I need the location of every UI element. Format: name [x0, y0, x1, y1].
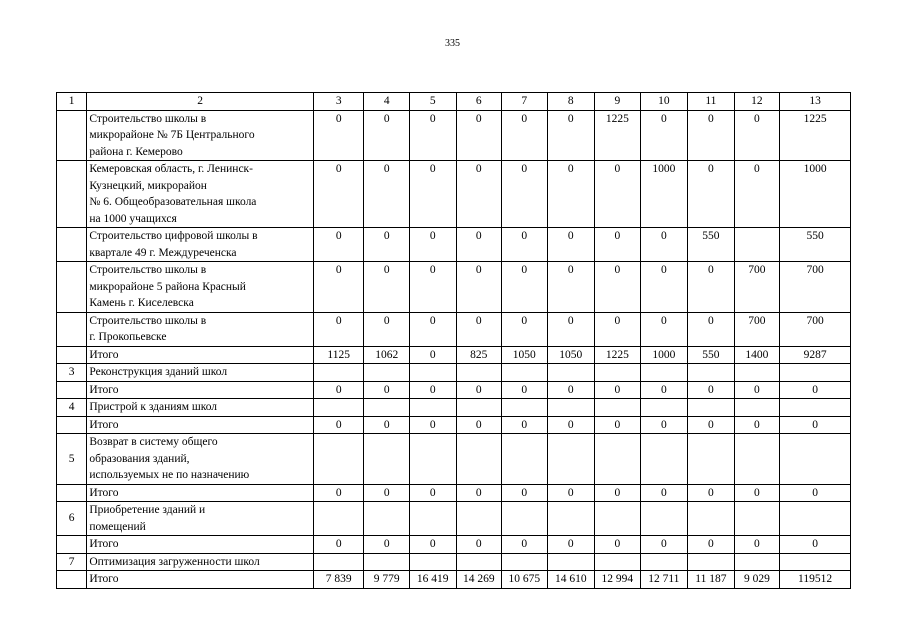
- value-cell: 0: [409, 381, 456, 399]
- value-cell: [364, 502, 410, 536]
- value-cell: 0: [364, 161, 410, 228]
- value-cell: 0: [364, 312, 410, 346]
- value-cell: 0: [688, 312, 735, 346]
- row-name: [87, 434, 314, 485]
- value-cell: 0: [780, 536, 851, 554]
- value-cell: 0: [547, 228, 595, 262]
- row-number: [57, 571, 87, 589]
- value-cell: 0: [313, 161, 364, 228]
- table-row: [57, 484, 851, 502]
- table-row: [57, 502, 851, 536]
- value-cell: [547, 502, 595, 536]
- row-name-line: Итого: [89, 383, 119, 396]
- value-cell: 0: [313, 381, 364, 399]
- row-number: [57, 346, 87, 364]
- value-cell: 0: [688, 381, 735, 399]
- row-name-line: Пристрой к зданиям школ: [89, 401, 218, 413]
- value-cell: 0: [409, 536, 456, 554]
- value-cell: 0: [502, 161, 548, 228]
- value-cell: 0: [456, 416, 502, 434]
- value-cell: 0: [595, 416, 641, 434]
- value-cell: 0: [640, 262, 688, 313]
- value-cell: 0: [502, 110, 548, 161]
- row-name: [87, 346, 314, 364]
- table-row: [57, 399, 851, 417]
- value-cell: 700: [734, 262, 780, 313]
- value-cell: [734, 228, 780, 262]
- row-name-line: Камень г. Киселевска: [89, 297, 194, 309]
- column-header: 5: [409, 93, 456, 111]
- value-cell: 0: [595, 262, 641, 313]
- value-cell: 11 187: [688, 571, 735, 589]
- value-cell: 10 675: [502, 571, 548, 589]
- value-cell: 0: [456, 312, 502, 346]
- column-header: 2: [87, 93, 314, 111]
- value-cell: 0: [313, 536, 364, 554]
- value-cell: 0: [640, 110, 688, 161]
- row-name-line: Итого: [89, 486, 119, 499]
- value-cell: [456, 434, 502, 485]
- row-name: [87, 262, 314, 313]
- value-cell: [547, 399, 595, 417]
- value-cell: 0: [547, 262, 595, 313]
- row-number: [57, 110, 87, 161]
- value-cell: [313, 434, 364, 485]
- row-name-line: Приобретение зданий и: [89, 504, 206, 516]
- value-cell: 0: [409, 416, 456, 434]
- row-name-line: Кемеровская область, г. Ленинск-: [89, 163, 253, 175]
- row-name: [87, 536, 314, 554]
- value-cell: [780, 553, 851, 571]
- row-name-line: Итого: [89, 418, 119, 431]
- row-number: [57, 161, 87, 228]
- value-cell: 0: [502, 312, 548, 346]
- table-row: [57, 312, 851, 346]
- value-cell: 0: [313, 312, 364, 346]
- row-number: [57, 312, 87, 346]
- value-cell: 0: [456, 262, 502, 313]
- value-cell: 1000: [780, 161, 851, 228]
- column-header: 7: [502, 93, 548, 111]
- row-name: [87, 110, 314, 161]
- value-cell: 825: [456, 346, 502, 364]
- value-cell: [640, 434, 688, 485]
- value-cell: 0: [547, 312, 595, 346]
- program-table: [56, 92, 851, 589]
- value-cell: [688, 553, 735, 571]
- row-number: [57, 228, 87, 262]
- table-row: [57, 434, 851, 485]
- value-cell: 0: [364, 536, 410, 554]
- value-cell: [313, 553, 364, 571]
- row-name: [87, 502, 314, 536]
- value-cell: 9287: [780, 346, 851, 364]
- column-header: 12: [734, 93, 780, 111]
- value-cell: 0: [409, 262, 456, 313]
- value-cell: [456, 364, 502, 382]
- value-cell: 1125: [313, 346, 364, 364]
- value-cell: [409, 364, 456, 382]
- row-name: [87, 381, 314, 399]
- value-cell: 0: [313, 416, 364, 434]
- row-number: 5: [57, 434, 87, 485]
- value-cell: 0: [547, 484, 595, 502]
- value-cell: 0: [595, 312, 641, 346]
- table-row: [57, 346, 851, 364]
- value-cell: [364, 364, 410, 382]
- value-cell: 1000: [640, 346, 688, 364]
- row-name-line: Итого: [89, 573, 119, 585]
- value-cell: [595, 364, 641, 382]
- value-cell: [780, 364, 851, 382]
- value-cell: [688, 399, 735, 417]
- row-name: [87, 161, 314, 228]
- value-cell: [780, 502, 851, 536]
- value-cell: 700: [780, 312, 851, 346]
- value-cell: 0: [364, 262, 410, 313]
- header-row: [57, 93, 851, 111]
- row-name: [87, 364, 314, 382]
- table-row: [57, 364, 851, 382]
- value-cell: [734, 364, 780, 382]
- value-cell: [502, 434, 548, 485]
- value-cell: [313, 399, 364, 417]
- value-cell: 0: [640, 312, 688, 346]
- value-cell: [547, 553, 595, 571]
- value-cell: 0: [734, 536, 780, 554]
- value-cell: [640, 399, 688, 417]
- value-cell: [780, 434, 851, 485]
- value-cell: 0: [364, 110, 410, 161]
- column-header: 8: [547, 93, 595, 111]
- value-cell: 0: [313, 110, 364, 161]
- value-cell: [688, 364, 735, 382]
- value-cell: [734, 399, 780, 417]
- value-cell: [688, 502, 735, 536]
- value-cell: 0: [502, 228, 548, 262]
- value-cell: 1400: [734, 346, 780, 364]
- row-number: [57, 381, 87, 399]
- row-number: 3: [57, 364, 87, 382]
- value-cell: 0: [688, 262, 735, 313]
- column-header: 9: [595, 93, 641, 111]
- value-cell: [595, 553, 641, 571]
- value-cell: 0: [688, 536, 735, 554]
- row-name-line: на 1000 учащихся: [89, 212, 177, 225]
- row-number: 6: [57, 502, 87, 536]
- column-header: 13: [780, 93, 851, 111]
- value-cell: 0: [456, 381, 502, 399]
- row-name-line: Строительство цифровой школы в: [89, 230, 258, 242]
- table-row: [57, 262, 851, 313]
- column-header: 10: [640, 93, 688, 111]
- row-name: [87, 553, 314, 571]
- value-cell: 0: [502, 536, 548, 554]
- row-name-line: квартале 49 г. Междуреченска: [89, 246, 237, 259]
- value-cell: 0: [688, 484, 735, 502]
- value-cell: 0: [456, 536, 502, 554]
- value-cell: 1225: [595, 110, 641, 161]
- value-cell: 0: [780, 416, 851, 434]
- value-cell: [456, 399, 502, 417]
- value-cell: 0: [595, 161, 641, 228]
- value-cell: 0: [409, 110, 456, 161]
- value-cell: [502, 364, 548, 382]
- table-row: [57, 161, 851, 228]
- value-cell: 12 711: [640, 571, 688, 589]
- value-cell: 7 839: [313, 571, 364, 589]
- row-number: 7: [57, 553, 87, 571]
- value-cell: [409, 553, 456, 571]
- value-cell: 550: [688, 346, 735, 364]
- row-number: [57, 536, 87, 554]
- row-name-line: района г. Кемерово: [89, 145, 183, 158]
- row-name-line: Итого: [89, 538, 119, 550]
- row-name: [87, 416, 314, 434]
- value-cell: 0: [502, 262, 548, 313]
- row-name-line: Оптимизация загруженности школ: [89, 555, 260, 568]
- value-cell: 119512: [780, 571, 851, 589]
- value-cell: 700: [734, 312, 780, 346]
- value-cell: 0: [734, 484, 780, 502]
- row-name-line: Кузнецкий, микрорайон: [89, 179, 207, 192]
- value-cell: 0: [456, 484, 502, 502]
- value-cell: 0: [456, 110, 502, 161]
- value-cell: 0: [364, 416, 410, 434]
- value-cell: [456, 553, 502, 571]
- value-cell: 0: [409, 228, 456, 262]
- value-cell: [734, 553, 780, 571]
- value-cell: 0: [456, 228, 502, 262]
- row-number: [57, 484, 87, 502]
- value-cell: 0: [502, 416, 548, 434]
- value-cell: [364, 553, 410, 571]
- value-cell: 0: [595, 228, 641, 262]
- row-name-line: Возврат в систему общего: [89, 436, 218, 448]
- value-cell: 9 029: [734, 571, 780, 589]
- value-cell: 0: [734, 381, 780, 399]
- value-cell: 0: [547, 161, 595, 228]
- value-cell: [409, 434, 456, 485]
- value-cell: 0: [409, 161, 456, 228]
- row-name-line: микрорайоне № 7Б Центрального: [89, 129, 255, 141]
- value-cell: 1050: [547, 346, 595, 364]
- row-name-line: Реконструкция зданий школ: [89, 366, 228, 378]
- row-number: 4: [57, 399, 87, 417]
- row-name: [87, 228, 314, 262]
- table-row: [57, 571, 851, 589]
- value-cell: 0: [313, 262, 364, 313]
- value-cell: 0: [409, 312, 456, 346]
- row-name-line: № 6. Общеобразовательная школа: [89, 196, 257, 208]
- value-cell: [409, 399, 456, 417]
- value-cell: 1000: [640, 161, 688, 228]
- value-cell: 0: [688, 110, 735, 161]
- value-cell: [595, 399, 641, 417]
- value-cell: 1225: [780, 110, 851, 161]
- value-cell: [502, 399, 548, 417]
- table-row: [57, 536, 851, 554]
- value-cell: 0: [640, 484, 688, 502]
- table-row: [57, 553, 851, 571]
- value-cell: 0: [547, 110, 595, 161]
- value-cell: 550: [688, 228, 735, 262]
- value-cell: 0: [780, 381, 851, 399]
- value-cell: 1225: [595, 346, 641, 364]
- value-cell: 12 994: [595, 571, 641, 589]
- value-cell: [313, 364, 364, 382]
- value-cell: 0: [456, 161, 502, 228]
- value-cell: 0: [502, 484, 548, 502]
- row-name: [87, 484, 314, 502]
- row-number: [57, 416, 87, 434]
- value-cell: [547, 434, 595, 485]
- value-cell: 1050: [502, 346, 548, 364]
- value-cell: 0: [595, 381, 641, 399]
- value-cell: [595, 434, 641, 485]
- value-cell: 0: [688, 161, 735, 228]
- table-row: [57, 381, 851, 399]
- value-cell: [688, 434, 735, 485]
- value-cell: [364, 399, 410, 417]
- table-row: [57, 110, 851, 161]
- row-name: [87, 312, 314, 346]
- row-name-line: г. Прокопьевске: [89, 331, 167, 343]
- value-cell: 0: [364, 484, 410, 502]
- value-cell: [409, 502, 456, 536]
- value-cell: [502, 553, 548, 571]
- value-cell: 0: [688, 416, 735, 434]
- row-name-line: образования зданий,: [89, 452, 190, 465]
- row-name-line: помещений: [89, 520, 146, 533]
- value-cell: [640, 553, 688, 571]
- value-cell: 0: [547, 536, 595, 554]
- value-cell: 0: [313, 228, 364, 262]
- value-cell: [456, 502, 502, 536]
- value-cell: 14 269: [456, 571, 502, 589]
- value-cell: [640, 364, 688, 382]
- row-name: [87, 399, 314, 417]
- value-cell: 0: [409, 346, 456, 364]
- value-cell: 0: [595, 536, 641, 554]
- page-number: 335: [445, 38, 460, 49]
- value-cell: 14 610: [547, 571, 595, 589]
- value-cell: [547, 364, 595, 382]
- value-cell: 0: [640, 416, 688, 434]
- row-name-line: Строительство школы в: [89, 314, 207, 327]
- value-cell: 700: [780, 262, 851, 313]
- value-cell: 0: [547, 381, 595, 399]
- value-cell: 9 779: [364, 571, 410, 589]
- value-cell: [364, 434, 410, 485]
- column-header: 4: [364, 93, 410, 111]
- table-row: [57, 416, 851, 434]
- value-cell: 0: [780, 484, 851, 502]
- value-cell: 16 419: [409, 571, 456, 589]
- column-header: 3: [313, 93, 364, 111]
- value-cell: 0: [734, 416, 780, 434]
- column-header: 6: [456, 93, 502, 111]
- value-cell: 550: [780, 228, 851, 262]
- table-body: [57, 93, 851, 589]
- value-cell: 0: [640, 536, 688, 554]
- row-name-line: Строительство школы в: [89, 112, 207, 125]
- row-name-line: Строительство школы в: [89, 264, 207, 276]
- value-cell: 0: [640, 228, 688, 262]
- value-cell: 0: [409, 484, 456, 502]
- value-cell: 0: [364, 381, 410, 399]
- row-name: [87, 571, 314, 589]
- row-name-line: используемых не по назначению: [89, 469, 250, 481]
- value-cell: 0: [595, 484, 641, 502]
- column-header: 11: [688, 93, 735, 111]
- value-cell: [640, 502, 688, 536]
- value-cell: 0: [734, 161, 780, 228]
- row-name-line: Итого: [89, 348, 119, 361]
- column-header: 1: [57, 93, 87, 111]
- value-cell: 0: [640, 381, 688, 399]
- row-name-line: микрорайоне 5 района Красный: [89, 280, 246, 293]
- value-cell: [595, 502, 641, 536]
- row-number: [57, 262, 87, 313]
- value-cell: [780, 399, 851, 417]
- table-row: [57, 228, 851, 262]
- value-cell: [734, 502, 780, 536]
- value-cell: 0: [547, 416, 595, 434]
- value-cell: 0: [502, 381, 548, 399]
- value-cell: 0: [734, 110, 780, 161]
- value-cell: 1062: [364, 346, 410, 364]
- value-cell: [313, 502, 364, 536]
- value-cell: [502, 502, 548, 536]
- value-cell: [734, 434, 780, 485]
- value-cell: 0: [364, 228, 410, 262]
- value-cell: 0: [313, 484, 364, 502]
